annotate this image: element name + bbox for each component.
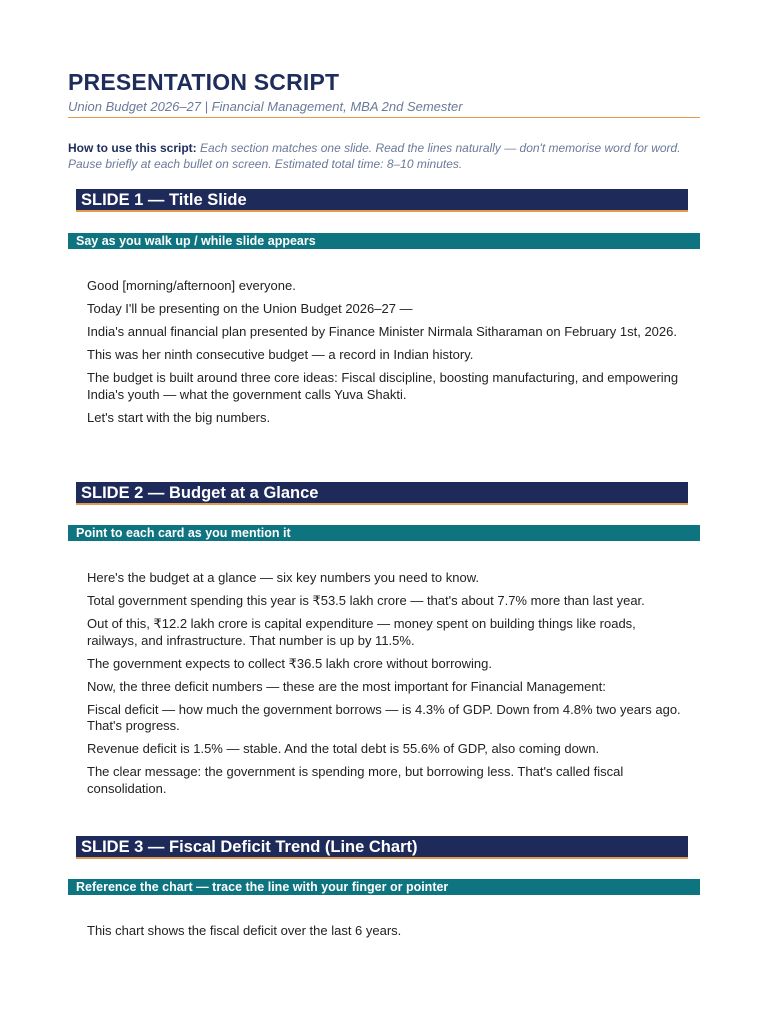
script-line: Here's the budget at a glance — six key numbers you need to know. [87, 570, 479, 585]
slide-3-heading [76, 836, 688, 859]
usage-instructions [68, 141, 688, 172]
script-line: This chart shows the fiscal deficit over the last 6 years. [87, 923, 402, 938]
slide-2-cue-text: Point to each card as you mention it [76, 526, 291, 540]
usage-instructions-text: Each section matches one slide. Read the lines naturally — don't memorise word for word. Pause briefly at each bullet on screen. Estimated total time: 8–10 minutes. [68, 141, 681, 171]
page-title: PRESENTATION SCRIPT [68, 69, 340, 95]
script-line: Now, the three deficit numbers — these are the most important for Financial Management: [87, 678, 606, 694]
script-line: Out of this, ₹12.2 lakh crore is capital expenditure — money spent on building things like roads, railways, and infrastructure. That number is up by 11.5%. [87, 616, 636, 648]
slide-1-cue [68, 233, 700, 249]
script-line: The budget is built around three core ideas: Fiscal discipline, boosting manufacturing, and empowering India's youth — what the government calls Yuva Shakti. [87, 370, 679, 402]
slide-2-script [87, 570, 687, 804]
script-line: The clear message: the government is spending more, but borrowing less. That's called fiscal consolidation. [87, 764, 624, 796]
slide-3-script [87, 923, 687, 946]
script-line: Revenue deficit is 1.5% — stable. And the total debt is 55.6% of GDP, also coming down. [87, 741, 600, 756]
slide-2-cue [68, 525, 700, 541]
script-line: Total government spending this year is ₹53.5 lakh crore — that's about 7.7% more than last year. [87, 593, 645, 608]
slide-1-heading-text: SLIDE 1 — Title Slide [81, 191, 247, 209]
slide-3-cue-text: Reference the chart — trace the line with your finger or pointer [76, 880, 449, 894]
slide-1-script [87, 278, 687, 433]
script-line: Fiscal deficit — how much the government borrows — is 4.3% of GDP. Down from 4.8% two years ago. That's progress. [87, 701, 681, 733]
script-line: This was her ninth consecutive budget — a record in Indian history. [87, 347, 474, 362]
usage-instructions-label: How to use this script: [68, 141, 197, 155]
slide-3-heading-text: SLIDE 3 — Fiscal Deficit Trend (Line Chart) [81, 838, 418, 856]
slide-1-cue-text: Say as you walk up / while slide appears [76, 234, 316, 248]
page-subtitle: Union Budget 2026–27 | Financial Management, MBA 2nd Semester [68, 99, 700, 118]
script-line: Let's start with the big numbers. [87, 409, 271, 425]
slide-1-heading [76, 189, 688, 212]
script-line: The government expects to collect ₹36.5 lakh crore without borrowing. [87, 655, 492, 671]
script-line: Today I'll be presenting on the Union Budget 2026–27 — [87, 301, 413, 316]
slide-3-cue [68, 879, 700, 895]
slide-2-heading-text: SLIDE 2 — Budget at a Glance [81, 484, 319, 502]
slide-2-heading [76, 482, 688, 505]
script-line: Good [morning/afternoon] everyone. [87, 278, 296, 293]
script-line: India's annual financial plan presented by Finance Minister Nirmala Sitharaman on February 1st, 2026. [87, 324, 677, 339]
